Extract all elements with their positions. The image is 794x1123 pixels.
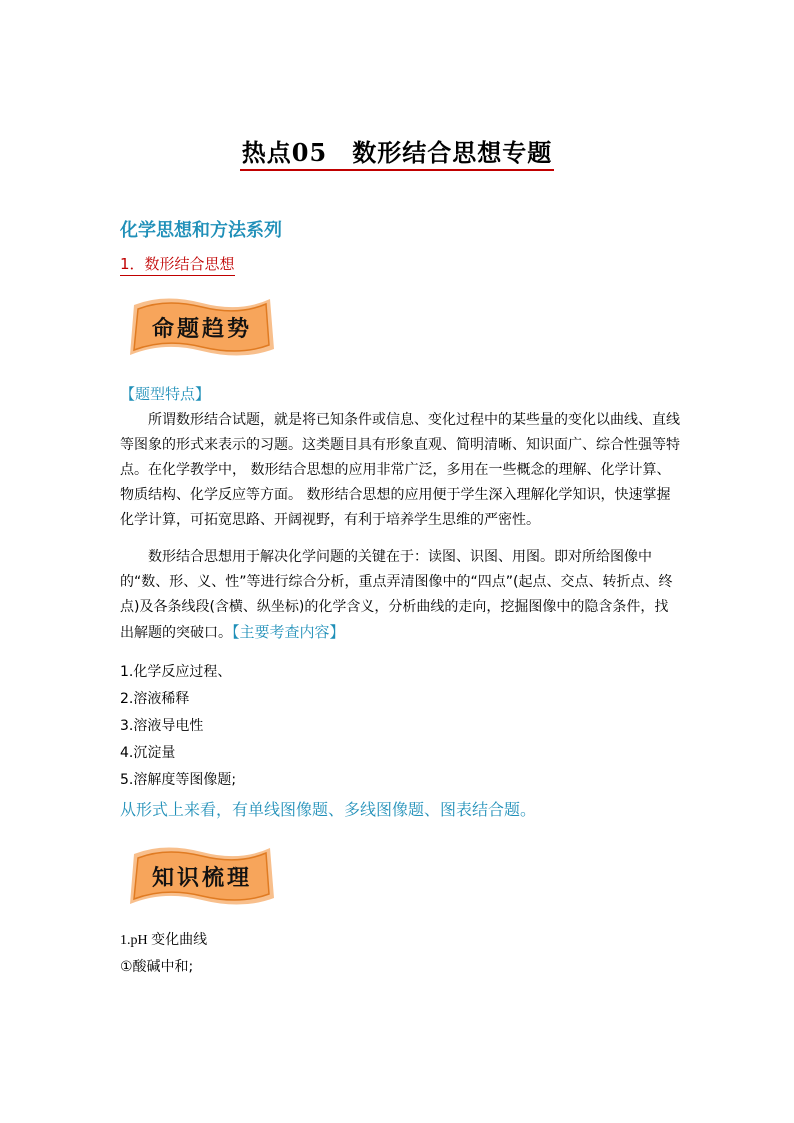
- main-content-label: 【主要考查内容】: [232, 623, 345, 641]
- list-item: 3.溶液导电性: [120, 718, 204, 734]
- list-item: 5.溶解度等图像题;: [120, 772, 237, 788]
- ph-curve-heading: 1.pH 变化曲线: [120, 933, 208, 948]
- topic-list: [120, 659, 236, 794]
- list-item: 2.溶液稀释: [120, 691, 190, 707]
- sub-heading-link[interactable]: 1．数形结合思想: [120, 255, 235, 276]
- list-item: 4.沉淀量: [120, 745, 176, 761]
- paragraph-1: 所谓数形结合试题，就是将已知条件或信息、变化过程中的某些量的变化以曲线、直线等图象的形式来表示的习题。这类题目具有形象直观、简明清晰、知识面广、综合性强等特点。在化学教学中， 数形结合思想的应用非常广泛，多用在一些概念的理解、化学计算、物质结构、化学反应等方面。 数形结合思想的应用便于学生深入理解化学知识，快速掌握化学计算，可拓宽思路、开阔视野，有利于培养学生思维的严密性。: [120, 412, 680, 528]
- banner-zhishi-shuli: [124, 840, 280, 912]
- acid-base-item: ①酸碱中和;: [120, 959, 194, 975]
- series-heading: 化学思想和方法系列: [120, 220, 282, 241]
- paragraph-2-text: 数形结合思想用于解决化学问题的关键在于：读图、识图、用图。即对所给图像中的“数、形、义、性”等进行综合分析，重点弄清图像中的“四点”(起点、交点、转折点、终点)及各条线段(含横、纵坐标)的化学含义，分析曲线的走向，挖掘图像中的隐含条件，找出解题的突破口。: [120, 549, 673, 641]
- page-title: 热点05 数形结合思想专题: [240, 138, 554, 171]
- title-wrap: [0, 138, 794, 171]
- list-item: 1.化学反应过程、: [120, 664, 232, 680]
- banner-text: 知识梳理: [151, 865, 252, 891]
- paragraph-2: [120, 545, 680, 646]
- form-note: 从形式上来看，有单线图像题、多线图像题、图表结合题。: [120, 800, 537, 819]
- section-label-tixing: 【题型特点】: [120, 385, 211, 403]
- banner-text: 命题趋势: [151, 316, 252, 342]
- banner-mingti-qushi: [124, 291, 280, 363]
